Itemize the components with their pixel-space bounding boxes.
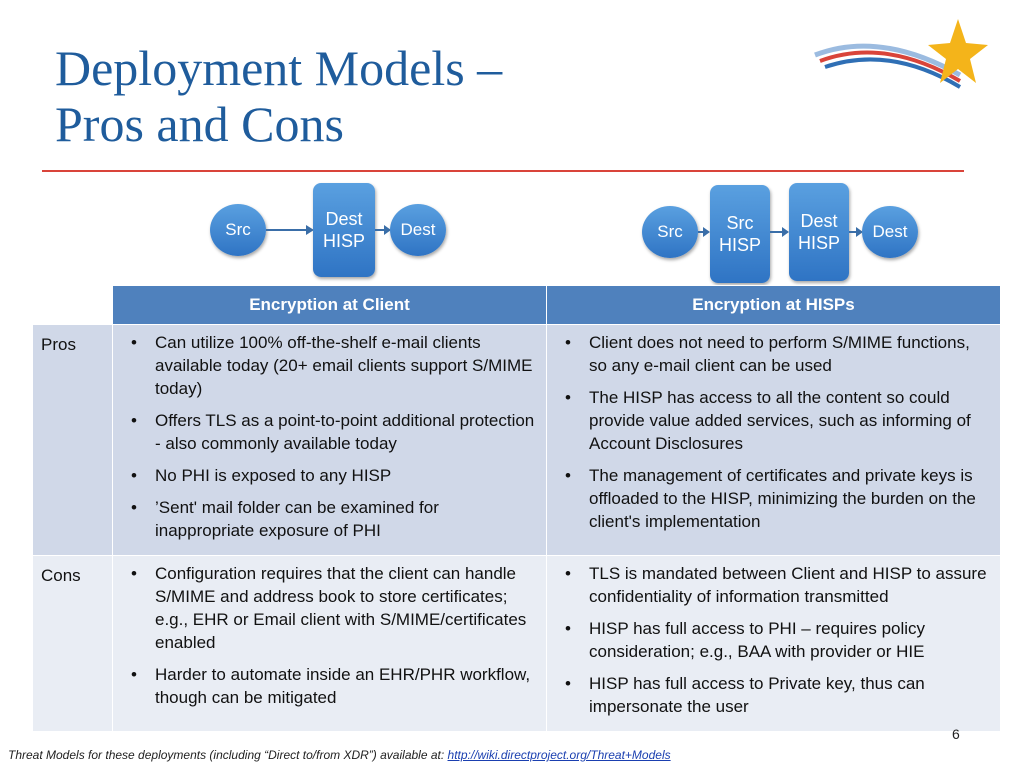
title-underline xyxy=(42,170,964,172)
diagram-right-src-hisp-node: Src HISP xyxy=(710,185,770,283)
list-item: • ’Sent' mail folder can be examined for inappropriate exposure of PHI xyxy=(121,496,538,542)
diagram-right-arrow-1 xyxy=(698,224,710,240)
list-item: • HISP has full access to Private key, thus can impersonate the user xyxy=(555,672,992,718)
list-item: • Offers TLS as a point-to-point additional protection - also commonly available today xyxy=(121,409,538,455)
list-item: • No PHI is exposed to any HISP xyxy=(121,464,538,487)
cons-client-cell xyxy=(113,556,547,732)
threat-models-link[interactable]: http://wiki.directproject.org/Threat+Models xyxy=(447,748,671,762)
diagram-right-dest-hisp-node: Dest HISP xyxy=(789,183,849,281)
header-encryption-at-client: Encryption at Client xyxy=(113,286,547,325)
header-encryption-at-hisps: Encryption at HISPs xyxy=(547,286,1001,325)
list-item: • Configuration requires that the client can handle S/MIME and address book to store certificates; e.g., EHR or Email client with S/MIME/certificates enabled xyxy=(121,562,538,654)
slide-title-line-2: Pros and Cons xyxy=(55,96,344,152)
pros-cons-table xyxy=(32,285,1001,732)
list-item: • The management of certificates and private keys is offloaded to the HISP, minimizing the burden on the client's implementation xyxy=(555,464,992,533)
table-row-pros xyxy=(33,325,1001,556)
diagram-left-arrow-1 xyxy=(266,222,314,238)
slide-title xyxy=(55,40,502,152)
table-header-row xyxy=(33,286,1001,325)
footnote xyxy=(8,748,671,762)
diagram-right-arrow-3 xyxy=(849,224,863,240)
diagram-left-dest-node: Dest xyxy=(390,204,446,256)
pros-hisp-cell xyxy=(547,325,1001,556)
diagram-left-src-node: Src xyxy=(210,204,266,256)
row-label-pros: Pros xyxy=(33,325,113,556)
list-item: • Can utilize 100% off-the-shelf e-mail clients available today (20+ email clients support S/MIME today) xyxy=(121,331,538,400)
diagram-right-arrow-2 xyxy=(770,224,790,240)
cons-hisp-cell xyxy=(547,556,1001,732)
list-item: • The HISP has access to all the content so could provide value added services, such as informing of Account Disclosures xyxy=(555,386,992,455)
table-row-cons xyxy=(33,556,1001,732)
diagram-right-dest-node: Dest xyxy=(862,206,918,258)
diagram-right-src-node: Src xyxy=(642,206,698,258)
table-header-blank xyxy=(33,286,113,325)
list-item: • Client does not need to perform S/MIME functions, so any e-mail client can be used xyxy=(555,331,992,377)
row-label-cons: Cons xyxy=(33,556,113,732)
shooting-star-logo-icon xyxy=(810,15,990,105)
diagram-left-dest-hisp-node: Dest HISP xyxy=(313,183,375,277)
pros-client-cell xyxy=(113,325,547,556)
footnote-text: Threat Models for these deployments (including “Direct to/from XDR”) available at: xyxy=(8,748,448,762)
slide-title-line-1: Deployment Models – xyxy=(55,40,503,96)
diagram-left-arrow-2 xyxy=(375,222,391,238)
list-item: • TLS is mandated between Client and HISP to assure confidentiality of information transmitted xyxy=(555,562,992,608)
page-number: 6 xyxy=(952,726,960,742)
list-item: • HISP has full access to PHI – requires policy consideration; e.g., BAA with provider or HIE xyxy=(555,617,992,663)
list-item: • Harder to automate inside an EHR/PHR workflow, though can be mitigated xyxy=(121,663,538,709)
